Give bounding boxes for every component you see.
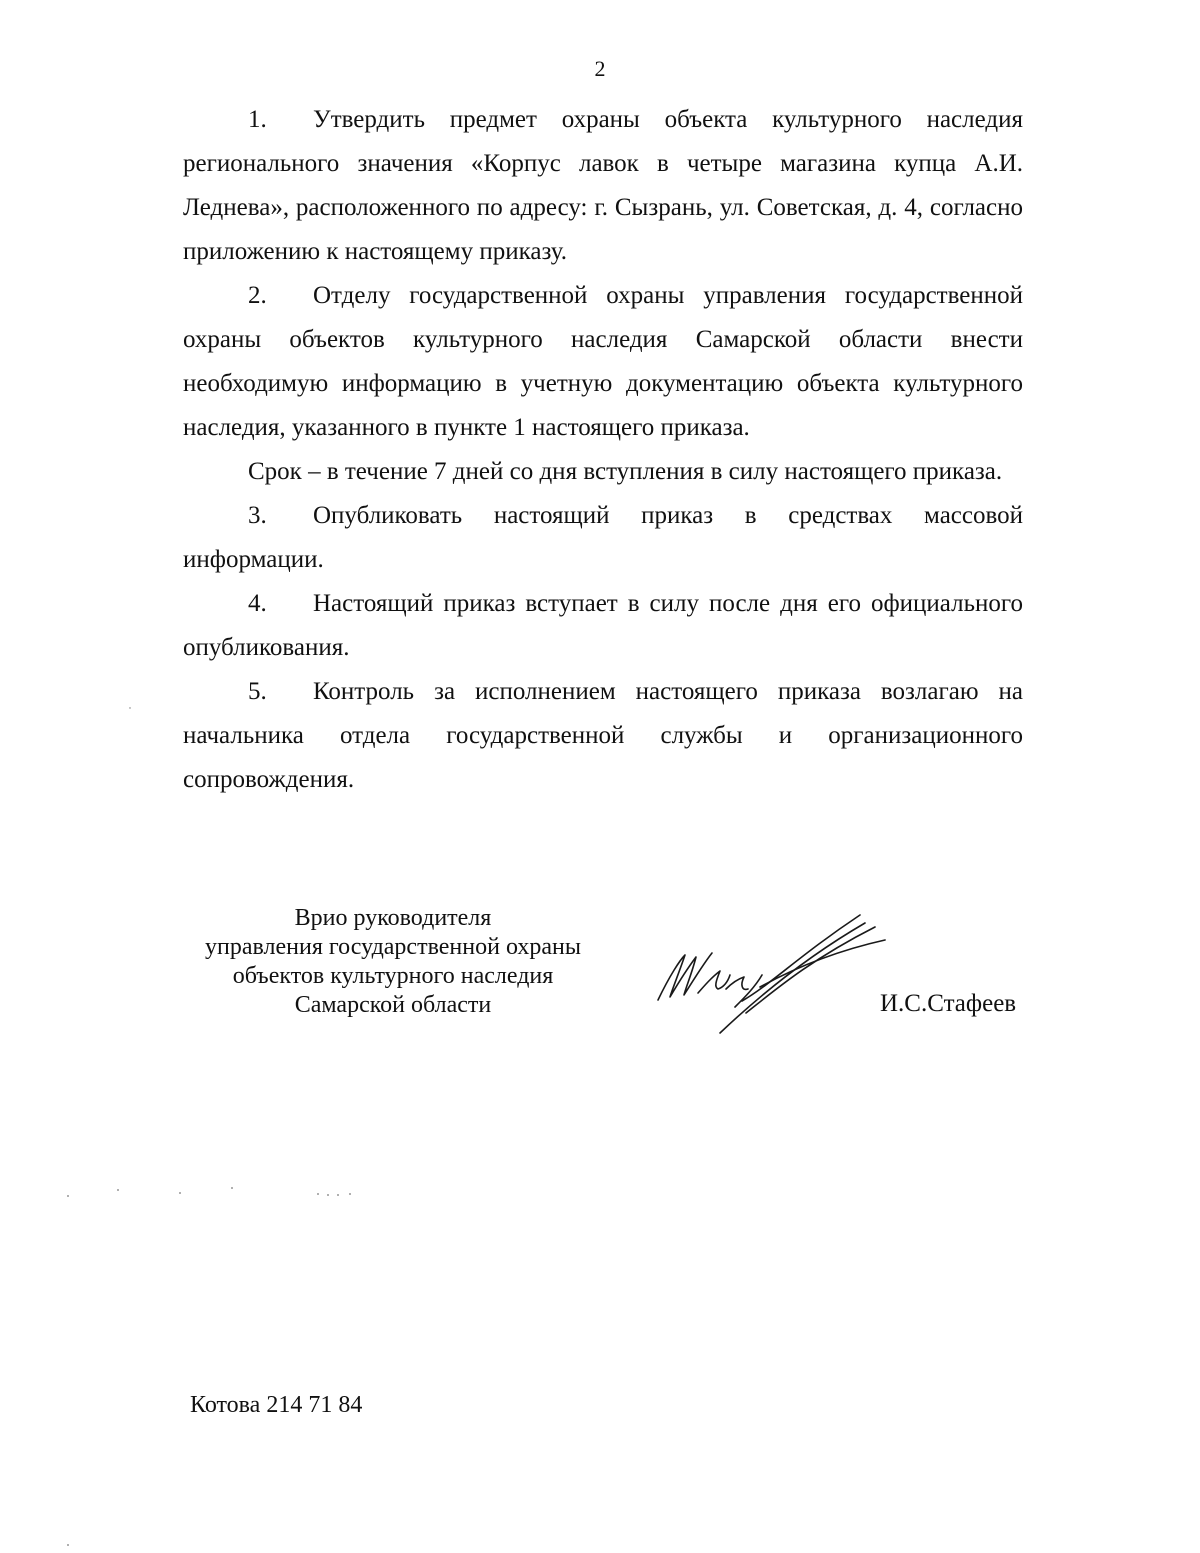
- deadline-paragraph: Срок – в течение 7 дней со дня вступления в силу настоящего приказа.: [248, 458, 1003, 485]
- page-number: 2: [594, 56, 606, 81]
- document-body: [183, 98, 1023, 802]
- paragraph-4-text: Настоящий приказ вступает в силу после дня его официального опубликования.: [183, 590, 1023, 661]
- paragraph-3: [183, 494, 1023, 582]
- paragraph-1: [183, 98, 1023, 274]
- paragraph-5-text: Контроль за исполнением настоящего приказа возлагаю на начальника отдела государственной службы и организационного сопровождения.: [183, 678, 1023, 793]
- signatory-position-line-2: управления государственной охраны: [205, 934, 581, 960]
- signatory-position-line-3: объектов культурного наследия: [232, 963, 554, 989]
- signatory-position-line-4: Самарской области: [294, 992, 492, 1018]
- paragraph-5: [183, 670, 1023, 802]
- signatory-name: И.С.Стафеев: [880, 990, 1017, 1017]
- handwritten-signature: [650, 905, 890, 1040]
- paragraph-2-number: 2.: [248, 282, 267, 309]
- paragraph-1-text: Утвердить предмет охраны объекта культурного наследия регионального значения «Корпус лавок в четыре магазина купца А.И. Леднева», расположенного по адресу: г. Сызрань, ул. Советская, д. 4, согласно приложению к настоящему приказу.: [183, 106, 1023, 265]
- executor-contact: Котова 214 71 84: [190, 1392, 363, 1418]
- paragraph-3-text: Опубликовать настоящий приказ в средствах массовой информации.: [183, 502, 1023, 573]
- signatory-position: [183, 904, 603, 1020]
- signatory-position-line-1: Врио руководителя: [294, 905, 492, 931]
- paragraph-3-number: 3.: [248, 502, 267, 529]
- paragraph-2-text: Отделу государственной охраны управления государственной охраны объектов культурного наследия Самарской области внести необходимую информацию в учетную документацию объекта культурного наследия, указанного в пункте 1 настоящего приказа.: [183, 282, 1023, 441]
- paragraph-4: [183, 582, 1023, 670]
- paragraph-4-number: 4.: [248, 590, 267, 617]
- paragraph-1-number: 1.: [248, 106, 267, 133]
- paragraph-5-number: 5.: [248, 678, 267, 705]
- paragraph-2: [183, 274, 1023, 450]
